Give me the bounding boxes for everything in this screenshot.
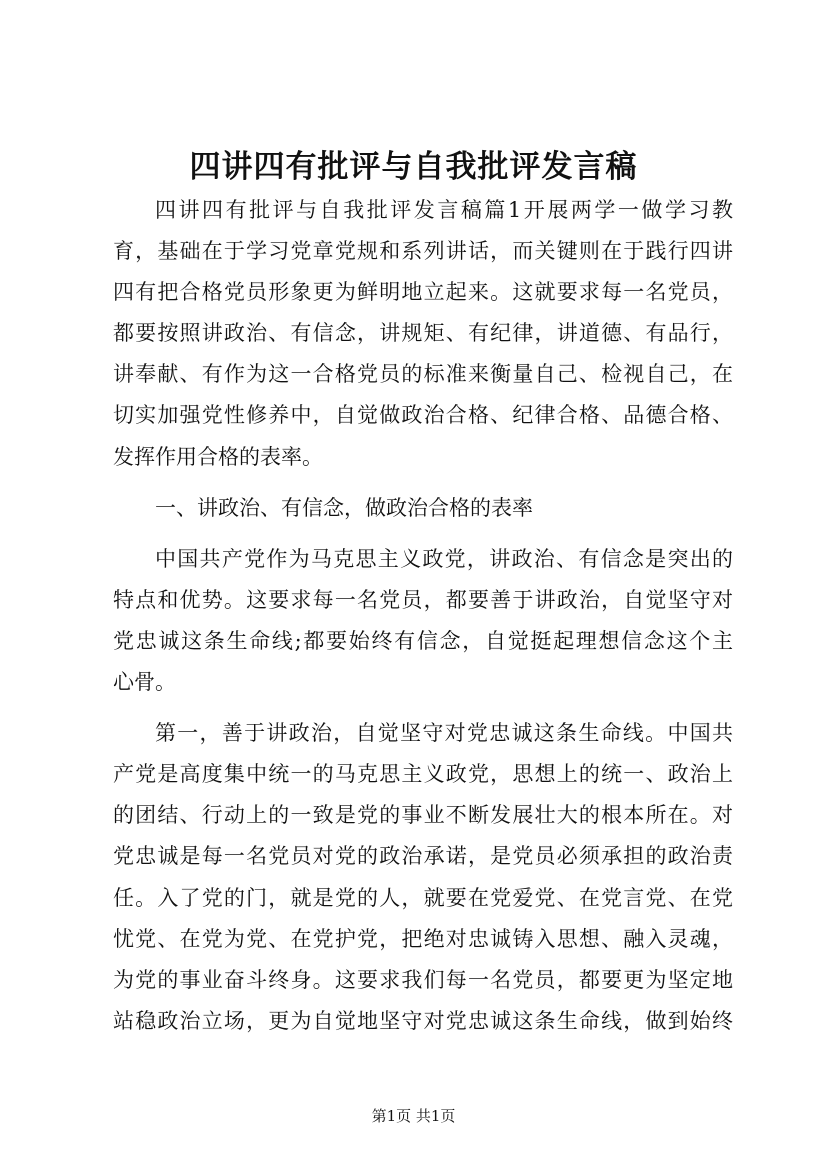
paragraph-3-line-2: 特点和优势。这要求每一名党员，都要善于讲政治，自觉坚守对 [113,587,733,612]
paragraph-4-line-1: 第一，善于讲政治，自觉坚守对党忠诚这条生命线。中国共 [155,721,733,746]
paragraph-3-line-3: 党忠诚这条生命线;都要始终有信念，自觉挺起理想信念这个主 [113,628,733,653]
paragraph-4-line-5: 任。入了党的门，就是党的人，就要在党爱党、在党言党、在党 [113,885,733,910]
paragraph-1-line-4: 都要按照讲政治、有信念，讲规矩、有纪律，讲道德、有品行， [113,321,733,346]
paragraph-3-line-1: 中国共产党作为马克思主义政党，讲政治、有信念是突出的 [155,546,733,571]
paragraph-4-line-2: 产党是高度集中统一的马克思主义政党，思想上的统一、政治上 [113,762,733,787]
paragraph-4-line-8: 站稳政治立场，更为自觉地坚守对党忠诚这条生命线，做到始终 [113,1008,733,1033]
paragraph-1-line-1: 四讲四有批评与自我批评发言稿篇1开展两学一做学习教 [155,198,733,222]
paragraph-1-line-6: 切实加强党性修养中，自觉做政治合格、纪律合格、品德合格、 [113,403,733,428]
paragraph-4-line-6: 忧党、在党为党、在党护党，把绝对忠诚铸入思想、融入灵魂， [113,926,733,951]
paragraph-1-line-5: 讲奉献、有作为这一合格党员的标准来衡量自己、检视自己，在 [113,362,733,387]
paragraph-3-line-4: 心骨。 [113,670,176,695]
paragraph-1-line-3: 四有把合格党员形象更为鲜明地立起来。这就要求每一名党员， [113,280,733,305]
document-title: 四讲四有批评与自我批评发言稿 [189,149,638,185]
page-footer: 第1页 共1页 [371,1107,456,1125]
paragraph-4-line-4: 党忠诚是每一名党员对党的政治承诺，是党员必须承担的政治责 [113,844,733,869]
paragraph-1-line-7: 发挥作用合格的表率。 [113,444,323,469]
paragraph-4-line-3: 的团结、行动上的一致是党的事业不断发展壮大的根本所在。对 [113,803,733,828]
section-heading: 一、讲政治、有信念，做政治合格的表率 [155,495,533,520]
paragraph-4-line-7: 为党的事业奋斗终身。这要求我们每一名党员，都要更为坚定地 [113,967,733,992]
paragraph-1-line-2: 育，基础在于学习党章党规和系列讲话，而关键则在于践行四讲 [113,239,733,264]
document-body [113,190,733,1042]
